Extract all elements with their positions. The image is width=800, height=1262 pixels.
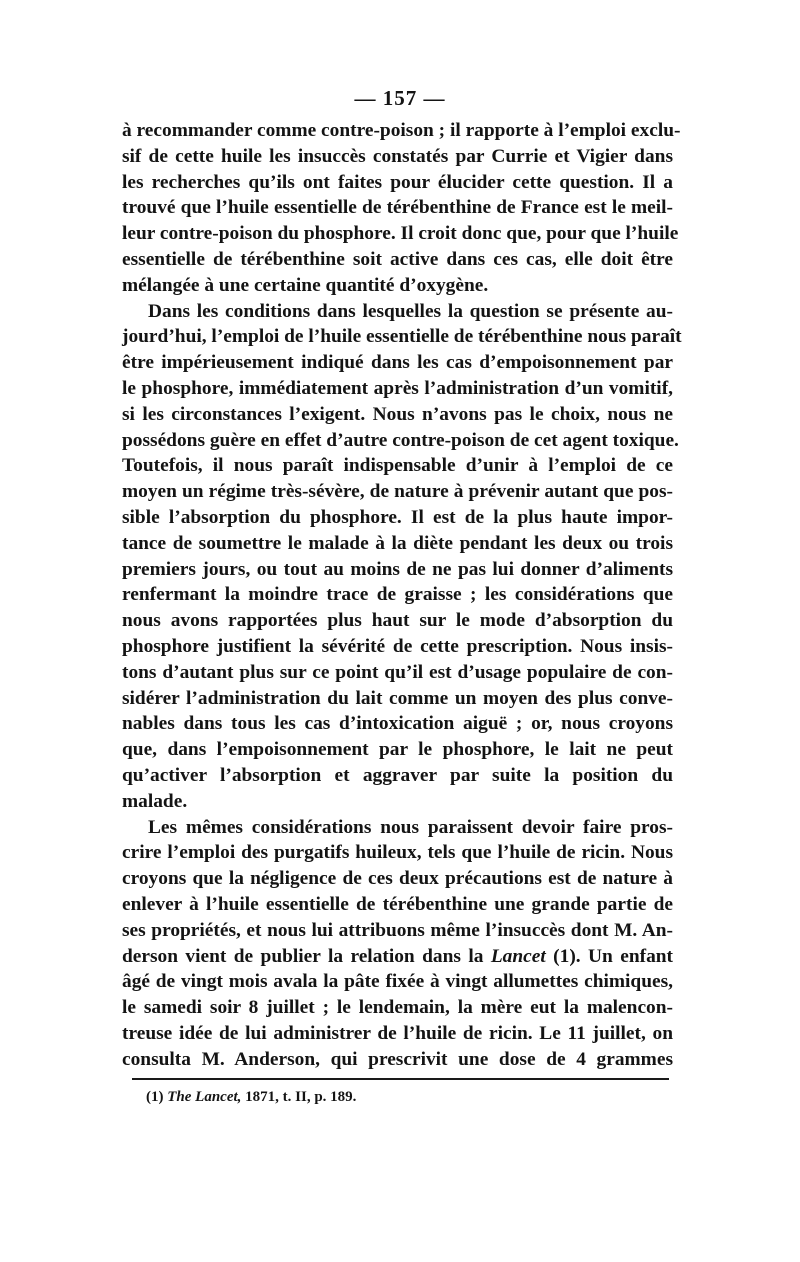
text-line: phosphore justifient la sévérité de cette prescription. Nous insis- <box>122 635 673 657</box>
text-line: leur contre-poison du phosphore. Il croit donc que, pour que l’huile <box>122 223 679 245</box>
text-line: possédons guère en effet d’autre contre-poison de cet agent toxique. <box>122 429 679 451</box>
text-line: nous avons rapportées plus haut sur le mode d’absorption du <box>122 610 673 632</box>
text-line: moyen un régime très-sévère, de nature à prévenir autant que pos- <box>122 481 673 503</box>
text-line: tance de soumettre le malade à la diète pendant les deux ou trois <box>122 532 673 554</box>
text-line: consulta M. Anderson, qui prescrivit une dose de 4 grammes <box>122 1048 673 1070</box>
text-line: que, dans l’empoisonnement par le phosphore, le lait ne peut <box>122 739 673 761</box>
text-line: jourd’hui, l’emploi de l’huile essentielle de térébenthine nous paraît <box>122 326 682 348</box>
text-line: nables dans tous les cas d’intoxication aiguë ; or, nous croyons <box>122 713 673 735</box>
footnote-separator-rule <box>132 1078 669 1080</box>
text-line: mélangée à une certaine quantité d’oxygène. <box>122 274 489 296</box>
text-line: qu’activer l’absorption et aggraver par suite la position du <box>122 764 673 786</box>
footnote-citation: 1871, t. II, p. 189. <box>245 1089 357 1105</box>
text-line: âgé de vingt mois avala la pâte fixée à vingt allumettes chimiques, <box>122 971 673 993</box>
text-line: enlever à l’huile essentielle de térébenthine une grande partie de <box>122 893 673 915</box>
page-number: — 157 — <box>354 86 446 110</box>
body-text <box>122 118 682 1072</box>
text-line: derson vient de publier la relation dans la Lancet (1). Un enfant <box>122 945 674 967</box>
text-line: ses propriétés, et nous lui attribuons même l’insuccès dont M. An- <box>122 919 673 941</box>
text-line: sif de cette huile les insuccès constatés par Currie et Vigier dans <box>122 145 673 167</box>
text-line: si les circonstances l’exigent. Nous n’avons pas le choix, nous ne <box>122 403 673 425</box>
text-line: Les mêmes considérations nous paraissent devoir faire pros- <box>148 816 673 838</box>
text-line: à recommander comme contre-poison ; il rapporte à l’emploi exclu- <box>122 120 681 141</box>
text-line: malade. <box>122 790 188 812</box>
italic-title: Lancet <box>490 945 546 967</box>
text-line: Toutefois, il nous paraît indispensable d’unir à l’emploi de ce <box>122 455 673 477</box>
text-line: renfermant la moindre trace de graisse ; les considérations que <box>122 584 673 606</box>
text-line: crire l’emploi des purgatifs huileux, tels que l’huile de ricin. Nous <box>122 842 673 864</box>
footnote-marker: (1) <box>146 1089 164 1105</box>
text-line: trouvé que l’huile essentielle de térébenthine de France est le meil- <box>122 197 673 219</box>
text-line: sible l’absorption du phosphore. Il est de la plus haute impor- <box>122 506 673 528</box>
text-line: sidérer l’administration du lait comme un moyen des plus conve- <box>122 687 673 709</box>
text-line: les recherches qu’ils ont faites pour élucider cette question. Il a <box>122 171 673 193</box>
text-line: le samedi soir 8 juillet ; le lendemain, la mère eut la malencon- <box>122 997 673 1019</box>
text-line: croyons que la négligence de ces deux précautions est de nature à <box>122 868 673 890</box>
footnote <box>146 1089 356 1106</box>
text-line: tons d’autant plus sur ce point qu’il est d’usage populaire de con- <box>122 661 673 683</box>
text-line: treuse idée de lui administrer de l’huile de ricin. Le 11 juillet, on <box>122 1022 673 1044</box>
footnote-journal: The Lancet, <box>167 1089 242 1105</box>
text-line: premiers jours, ou tout au moins de ne pas lui donner d’aliments <box>122 558 673 580</box>
text-line: être impérieusement indiqué dans les cas d’empoisonnement par <box>122 352 673 374</box>
text-line: essentielle de térébenthine soit active dans ces cas, elle doit être <box>122 248 673 270</box>
text-line: Dans les conditions dans lesquelles la question se présente au- <box>148 300 673 322</box>
text-line: le phosphore, immédiatement après l’administration d’un vomitif, <box>122 377 673 399</box>
